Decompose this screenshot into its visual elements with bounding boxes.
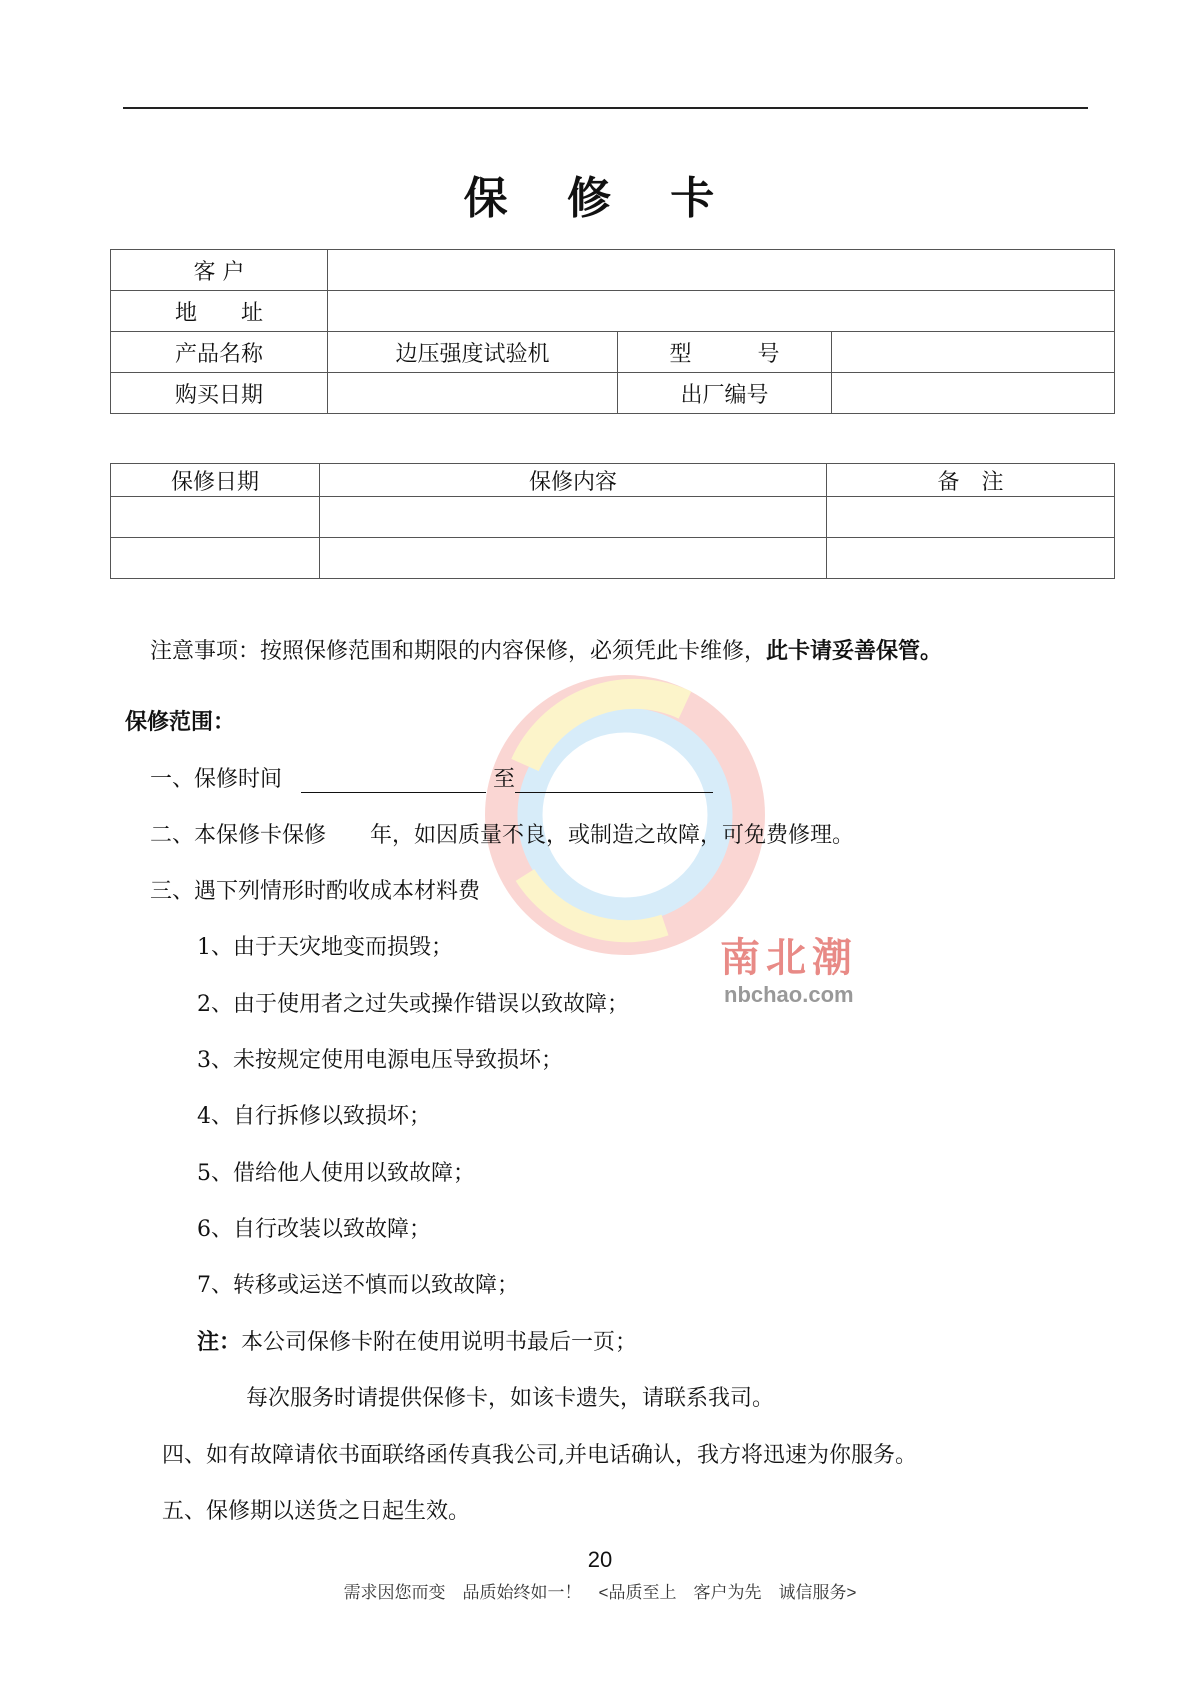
notice-bold: 此卡请妥善保管。 bbox=[766, 638, 943, 664]
note-line bbox=[197, 1325, 637, 1356]
scope-heading: 保修范围： bbox=[125, 709, 236, 735]
notice-text bbox=[150, 634, 942, 665]
header-remarks: 备 注 bbox=[827, 464, 1115, 497]
watermark-text-en: nbchao.com bbox=[724, 982, 854, 1007]
serial-label: 出厂编号 bbox=[618, 373, 832, 414]
header-repair-content: 保修内容 bbox=[320, 464, 827, 497]
scope-item-1 bbox=[150, 762, 713, 793]
sub-item: 6、自行改装以致故障； bbox=[197, 1217, 431, 1242]
item1-to: 至 bbox=[493, 767, 516, 792]
header-repair-date: 保修日期 bbox=[111, 464, 320, 497]
product-name-label: 产品名称 bbox=[111, 332, 328, 373]
table-row bbox=[111, 250, 1115, 291]
table-row bbox=[111, 332, 1115, 373]
table-row bbox=[111, 373, 1115, 414]
table-row bbox=[111, 291, 1115, 332]
sub-item: 1、由于天灾地变而损毁； bbox=[197, 935, 453, 960]
note-label: 注： bbox=[197, 1329, 242, 1355]
address-value[interactable] bbox=[328, 291, 1115, 332]
table-row bbox=[111, 538, 1115, 579]
repair-content-cell[interactable] bbox=[320, 538, 827, 579]
footer-slogan: 需求因您而变 品质始终如一！ <品质至上 客户为先 诚信服务> bbox=[343, 1583, 857, 1602]
sub-item: 2、由于使用者之过失或操作错误以致故障； bbox=[197, 992, 629, 1017]
end-date-blank[interactable] bbox=[515, 768, 713, 793]
product-info-table bbox=[110, 249, 1115, 414]
repair-content-cell[interactable] bbox=[320, 497, 827, 538]
sub-item: 3、未按规定使用电源电压导致损坏； bbox=[197, 1048, 563, 1073]
model-label: 型 号 bbox=[618, 332, 832, 373]
product-name-value: 边压强度试验机 bbox=[328, 332, 618, 373]
page-number: 20 bbox=[587, 1547, 613, 1572]
note-line-2: 每次服务时请提供保修卡，如该卡遗失，请联系我司。 bbox=[246, 1386, 775, 1411]
page-title: 保 修 卡 bbox=[463, 173, 737, 224]
serial-value[interactable] bbox=[832, 373, 1115, 414]
customer-value[interactable] bbox=[328, 250, 1115, 291]
repair-date-cell[interactable] bbox=[111, 497, 320, 538]
sub-item: 4、自行拆修以致损坏； bbox=[197, 1104, 431, 1129]
watermark-text-cn: 南北潮 bbox=[720, 934, 858, 981]
scope-item-2: 二、本保修卡保修 年，如因质量不良，或制造之故障，可免费修理。 bbox=[150, 823, 855, 848]
purchase-date-value[interactable] bbox=[328, 373, 618, 414]
customer-label: 客 户 bbox=[111, 250, 328, 291]
remarks-cell[interactable] bbox=[827, 497, 1115, 538]
note-text: 本公司保修卡附在使用说明书最后一页； bbox=[241, 1330, 638, 1355]
repair-record-table bbox=[110, 463, 1115, 579]
scope-item-3: 三、遇下列情形时酌收成本材料费 bbox=[150, 879, 481, 904]
remarks-cell[interactable] bbox=[827, 538, 1115, 579]
repair-date-cell[interactable] bbox=[111, 538, 320, 579]
header-rule bbox=[123, 107, 1088, 109]
table-header-row bbox=[111, 464, 1115, 497]
start-date-blank[interactable] bbox=[301, 768, 486, 793]
address-label: 地 址 bbox=[111, 291, 328, 332]
sub-item: 7、转移或运送不慎而以致故障； bbox=[197, 1273, 519, 1298]
sub-item: 5、借给他人使用以致故障； bbox=[197, 1161, 475, 1186]
model-value[interactable] bbox=[832, 332, 1115, 373]
purchase-date-label: 购买日期 bbox=[111, 373, 328, 414]
scope-item-5: 五、保修期以送货之日起生效。 bbox=[162, 1499, 471, 1524]
scope-item-4: 四、如有故障请依书面联络函传真我公司,并电话确认，我方将迅速为你服务。 bbox=[162, 1443, 917, 1468]
item1-label: 一、保修时间 bbox=[150, 767, 283, 792]
table-row bbox=[111, 497, 1115, 538]
notice-prefix: 注意事项：按照保修范围和期限的内容保修，必须凭此卡维修， bbox=[150, 639, 767, 664]
